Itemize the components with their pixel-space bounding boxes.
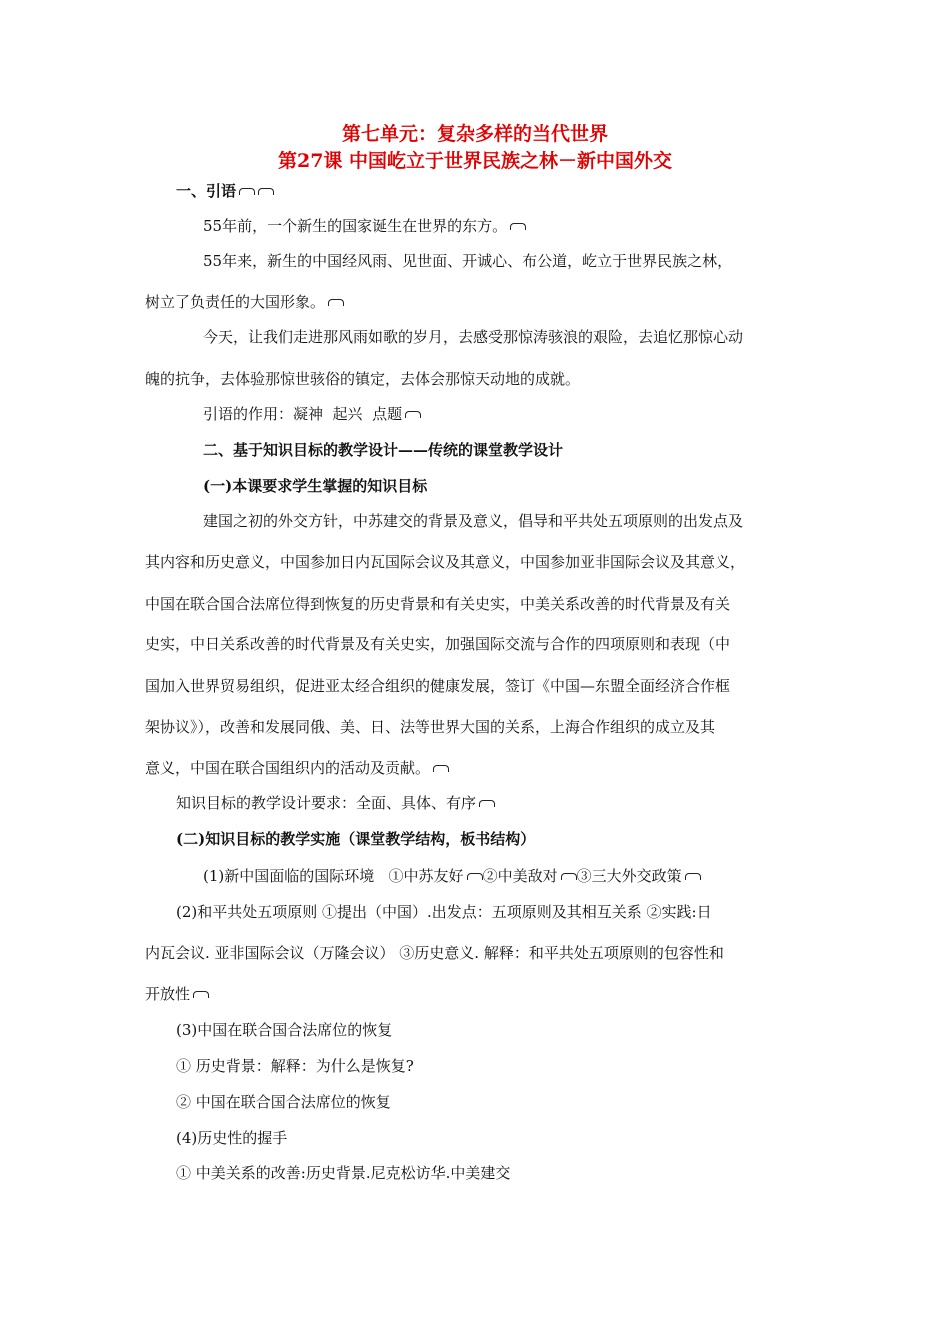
subsection-heading: (一)本课要求学生掌握的知识目标 <box>203 477 428 495</box>
paragraph-line: 树立了负责任的大国形象。 <box>145 292 344 312</box>
paragraph-mark-icon <box>561 873 577 880</box>
paragraph-line: 建国之初的外交方针，中苏建交的背景及意义，倡导和平共处五项原则的出发点及 <box>203 512 744 530</box>
paragraph-line: 中国在联合国合法席位得到恢复的历史背景和有关史实，中美关系改善的时代背景及有关 <box>145 595 731 613</box>
paragraph-line: 魄的抗争，去体验那惊世骇俗的镇定，去体会那惊天动地的成就。 <box>145 370 581 388</box>
paragraph-mark-icon <box>685 873 701 880</box>
subsection-heading: (二)知识目标的教学实施（课堂教学结构，板书结构） <box>176 830 536 848</box>
paragraph-line: (4)历史性的握手 <box>176 1129 288 1147</box>
unit-title: 第七单元：复杂多样的当代世界 <box>341 123 608 145</box>
paragraph-line: 引语的作用：凝神 起兴 点题 <box>203 404 421 424</box>
paragraph-line: 内瓦会议. 亚非国际会议（万隆会议） ③历史意义. 解释：和平共处五项原则的包容性和 <box>145 944 724 962</box>
paragraph-mark-icon <box>328 299 344 306</box>
paragraph-line: 知识目标的教学设计要求：全面、具体、有序 <box>176 793 495 813</box>
paragraph-line: ① 历史背景：解释：为什么是恢复? <box>176 1057 414 1075</box>
paragraph-mark-icon <box>193 991 209 998</box>
paragraph-line: 架协议》），改善和发展同俄、美、日、法等世界大国的关系，上海合作组织的成立及其 <box>145 718 716 736</box>
paragraph-line: 史实，中日关系改善的时代背景及有关史实，加强国际交流与合作的四项原则和表现（中 <box>145 635 731 653</box>
paragraph-line: (2)和平共处五项原则 ①提出（中国）.出发点：五项原则及其相互关系 ②实践:日 <box>176 903 712 921</box>
paragraph-line: ① 中美关系的改善:历史背景.尼克松访华.中美建交 <box>176 1164 511 1182</box>
paragraph-line: ② 中国在联合国合法席位的恢复 <box>176 1093 391 1111</box>
paragraph-mark-icon <box>405 411 421 418</box>
lesson-title: 第27课 中国屹立于世界民族之林－新中国外交 <box>277 150 673 172</box>
paragraph-line: 开放性 <box>145 984 209 1004</box>
paragraph-mark-icon <box>433 765 449 772</box>
paragraph-line: 国加入世界贸易组织，促进亚太经合组织的健康发展，签订《中国—东盟全面经济合作框 <box>145 677 731 695</box>
paragraph-line: 55年前，一个新生的国家诞生在世界的东方。 <box>203 216 526 236</box>
section-heading-intro: 一、引语 <box>176 181 274 201</box>
paragraph-mark-icon <box>258 188 274 195</box>
paragraph-line: (3)中国在联合国合法席位的恢复 <box>176 1021 393 1039</box>
paragraph-line: (1)新中国面临的国际环境 ①中苏友好 ②中美敌对 ③三大外交政策 <box>203 866 701 886</box>
paragraph-mark-icon <box>467 873 483 880</box>
paragraph-mark-icon <box>239 188 255 195</box>
section-heading-design: 二、基于知识目标的教学设计——传统的课堂教学设计 <box>203 441 564 459</box>
paragraph-line: 55年来，新生的中国经风雨、见世面、开诚心、布公道，屹立于世界民族之林， <box>203 252 733 270</box>
paragraph-line: 今天，让我们走进那风雨如歌的岁月，去感受那惊涛骇浪的艰险，去追忆那惊心动 <box>203 328 744 346</box>
paragraph-line: 其内容和历史意义，中国参加日内瓦国际会议及其意义，中国参加亚非国际会议及其意义， <box>145 553 746 571</box>
paragraph-mark-icon <box>510 223 526 230</box>
paragraph-mark-icon <box>479 800 495 807</box>
paragraph-line: 意义，中国在联合国组织内的活动及贡献。 <box>145 758 449 778</box>
